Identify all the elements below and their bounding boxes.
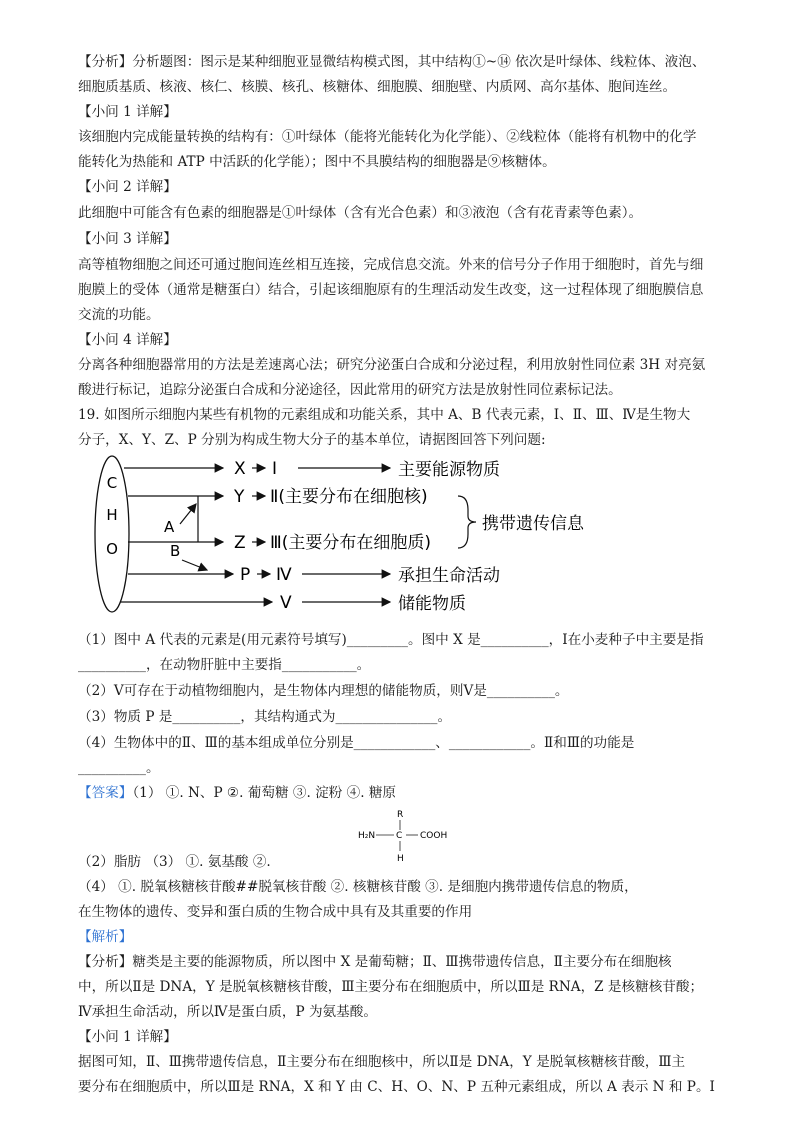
a-to-y-arrow [180,504,196,524]
text-line: 交流的功能。 [78,307,160,323]
text-line: 此细胞中可能含有色素的细胞器是①叶绿体（含有光合色素）和③液泡（含有花青素等色素）。 [78,205,643,221]
b-arrow [182,560,207,570]
text-line: 【分析】分析题图：图示是某种细胞亚显微结构模式图，其中结构①~⑭ 依次是叶绿体、线粒体、液泡、 [78,54,706,70]
answer-text: （1） ①. N、P ②. 葡萄糖 ③. 淀粉 ④. 糖原 [132,785,397,801]
func-i: 主要能源物质 [398,460,500,480]
text-line: 【分析】糖类是主要的能源物质，所以图中 X 是葡萄糖；Ⅱ、Ⅲ携带遗传信息，Ⅱ主要分布在细胞核 [78,954,672,970]
text-line: 【小问 4 详解】 [78,332,177,348]
text-line: 据图可知，Ⅱ、Ⅲ携带遗传信息，Ⅱ主要分布在细胞核中，所以Ⅱ是 DNA，Y 是脱氧核糖核苷酸，Ⅲ主 [78,1054,686,1070]
text-line: 中，所以Ⅱ是 DNA，Y 是脱氧核糖核苷酸，Ⅲ主要分布在细胞质中，所以Ⅲ是 RNA，Z 是核糖核苷酸； [78,979,704,995]
formula-cooh: COOH [420,831,448,841]
text-line: 19. 如图所示细胞内某些有机物的元素组成和功能关系，其中 A、B 代表元素，Ⅰ、Ⅱ、Ⅲ、Ⅳ是生物大 [78,407,691,423]
macro-v: Ⅴ [280,593,292,613]
brace [458,496,476,548]
macro-iv: Ⅳ [276,565,292,585]
text-line: 该细胞内完成能量转换的结构有：①叶绿体（能将光能转化为化学能）、②线粒体（能将有机物中的化学 [78,129,697,145]
text-line: （3）物质 P 是__________，其结构通式为_______________。 [78,709,452,725]
text-line: 胞膜上的受体（通常是糖蛋白）结合，引起该细胞原有的生理活动发生改变，这一过程体现了细胞膜信息 [78,282,704,298]
element-o: O [106,540,118,558]
func-iv: 承担生命活动 [398,566,500,586]
text-line: 能转化为热能和 ATP 中活跃的化学能）；图中不具膜结构的细胞器是⑨核糖体。 [78,154,556,170]
amino-acid-formula [356,805,452,865]
text-line: 分离各种细胞器常用的方法是差速离心法；研究分泌蛋白合成和分泌过程，利用放射性同位素 3H 对亮氨 [78,357,706,373]
label-b: B [170,542,181,560]
macro-i: Ⅰ [272,459,278,479]
text-line: 【小问 1 详解】 [78,1029,177,1045]
label-a: A [164,518,175,536]
func-ii-iii: 携带遗传信息 [482,514,584,534]
element-c: C [106,474,118,492]
text-line: （2）Ⅴ可存在于动植物细胞内，是生物体内理想的储能物质，则Ⅴ是__________。 [78,683,569,699]
text-line: 【小问 3 详解】 [78,231,177,247]
text-line: （2）脂肪 （3） ①. 氨基酸 ②. [78,854,271,870]
text-line: 分子，X、Y、Z、P 分别为构成生物大分子的基本单位，请据图回答下列问题: [78,432,546,448]
text-line: （4） ①. 脱氧核糖核苷酸##脱氧核苷酸 ②. 核糖核苷酸 ③. 是细胞内携带遗传信息的物质， [78,879,638,895]
answer-line [78,783,396,803]
text-line: 【小问 1 详解】 [78,104,177,120]
text-line: 要分布在细胞质中，所以Ⅲ是 RNA，X 和 Y 由 C、H、O、N、P 五种元素组成，所以 A 表示 N 和 P。Ⅰ [78,1079,715,1095]
text-line: 高等植物细胞之间还可通过胞间连丝相互连接，完成信息交流。外来的信号分子作用于细胞时，首先与细 [78,257,704,273]
unit-p: P [240,565,251,585]
text-line: （4）生物体中的Ⅱ、Ⅲ的基本组成单位分别是____________、____________。Ⅱ和Ⅲ的功能是 [78,735,635,751]
text-line: __________，在动物肝脏中主要指___________。 [78,657,371,673]
element-h: H [106,506,118,524]
formula-h: H [397,854,404,864]
text-line: __________。 [78,760,160,776]
formula-r: R [397,810,404,820]
macro-ii: Ⅱ(主要分布在细胞核) [270,487,428,507]
analysis-tag: 【解析】 [78,929,133,945]
macro-iii: Ⅲ(主要分布在细胞质) [270,533,431,553]
text-line: （1）图中 A 代表的元素是(用元素符号填写)_________。图中 X 是__________，Ⅰ在小麦种子中主要是指 [78,632,704,648]
element-function-diagram [90,452,630,622]
formula-h2n: H₂N [358,831,376,841]
text-line: 细胞质基质、核液、核仁、核膜、核孔、核糖体、细胞膜、细胞壁、内质网、高尔基体、胞间连丝。 [78,79,677,95]
text-line: 【小问 2 详解】 [78,179,177,195]
unit-y: Y [234,487,245,507]
text-line: 酸进行标记，追踪分泌蛋白合成和分泌途径，因此常用的研究方法是放射性同位素标记法。 [78,382,622,398]
text-line: Ⅳ承担生命活动，所以Ⅳ是蛋白质，P 为氨基酸。 [78,1004,377,1020]
text-line: 在生物体的遗传、变异和蛋白质的生物合成中具有及其重要的作用 [78,904,473,920]
unit-x: X [234,459,246,479]
formula-c: C [396,831,403,841]
unit-z: Z [234,533,246,553]
answer-tag: 【答案】 [78,785,133,801]
func-v: 储能物质 [398,594,466,614]
